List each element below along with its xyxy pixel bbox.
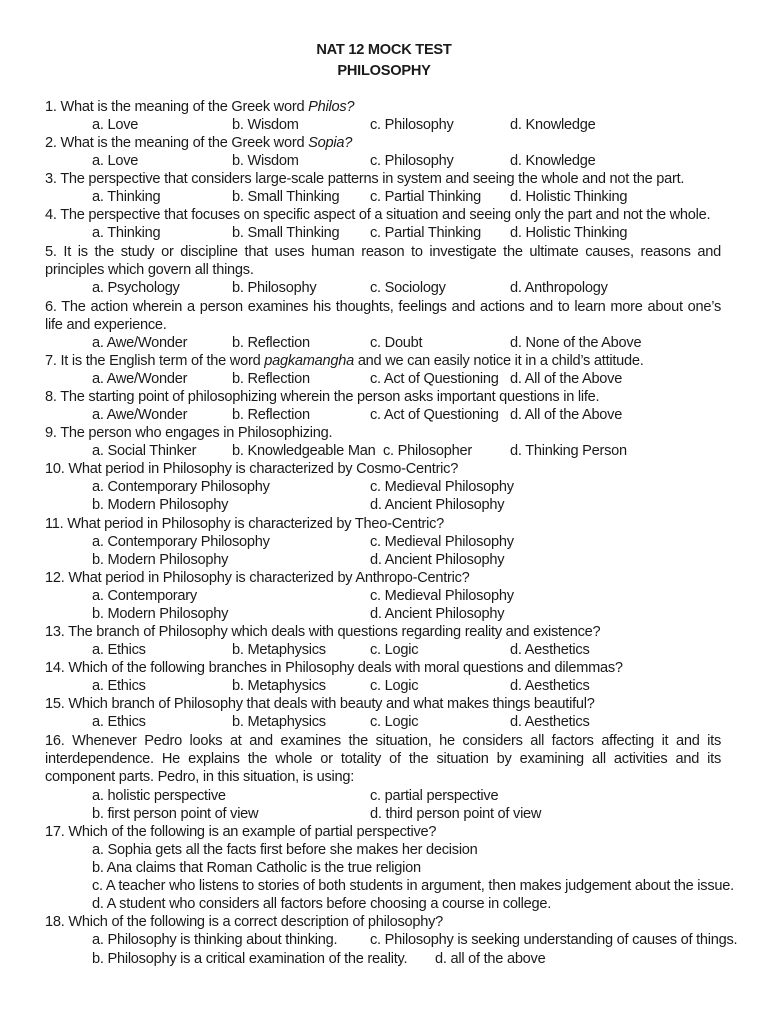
answer-option[interactable]: a. Love: [92, 117, 139, 133]
answer-option[interactable]: b. Modern Philosophy: [92, 552, 229, 568]
question-stem: 15. Which branch of Philosophy that deals with beauty and what makes things beautiful?: [45, 696, 595, 712]
answer-option[interactable]: d. Ancient Philosophy: [370, 497, 505, 513]
answer-row: [0, 713, 768, 731]
answer-option[interactable]: c. Logic: [370, 678, 419, 694]
answer-option[interactable]: b. Ana claims that Roman Catholic is the true religion: [92, 860, 421, 876]
answer-option[interactable]: a. Ethics: [92, 642, 146, 658]
answer-option[interactable]: c. Logic: [370, 714, 419, 730]
answer-option[interactable]: c. Logic: [370, 642, 419, 658]
answer-row: [0, 895, 768, 913]
answer-row: [0, 641, 768, 659]
answer-row: [0, 533, 768, 551]
answer-row: [0, 496, 768, 514]
answer-option[interactable]: b. Metaphysics: [232, 678, 326, 694]
answer-row: [0, 442, 768, 460]
answer-option[interactable]: a. Sophia gets all the facts first before she makes her decision: [92, 842, 478, 858]
answer-option[interactable]: c. Medieval Philosophy: [370, 588, 514, 604]
answer-row: [0, 841, 768, 859]
answer-option[interactable]: d. Thinking Person: [510, 443, 627, 459]
answer-option[interactable]: b. first person point of view: [92, 806, 259, 822]
answer-row: [0, 931, 768, 949]
answer-option[interactable]: a. Social Thinker: [92, 443, 197, 459]
answer-option[interactable]: a. Philosophy is thinking about thinking.: [92, 932, 338, 948]
answer-option[interactable]: a. Thinking: [92, 189, 161, 205]
answer-option[interactable]: d. Aesthetics: [510, 678, 590, 694]
answer-option[interactable]: a. Ethics: [92, 714, 146, 730]
answer-option[interactable]: b. Metaphysics: [232, 714, 326, 730]
answer-option[interactable]: c. Medieval Philosophy: [370, 479, 514, 495]
answer-option[interactable]: b. Modern Philosophy: [92, 606, 229, 622]
question-stem: 7. It is the English term of the word pagkamangha and we can easily notice it in a child’s attitude.: [45, 353, 644, 369]
answer-option[interactable]: a. Contemporary Philosophy: [92, 534, 270, 550]
test-subject: PHILOSOPHY: [337, 63, 431, 79]
answer-row: [0, 188, 768, 206]
question-stem: 2. What is the meaning of the Greek word Sopia?: [45, 135, 353, 151]
answer-row: [0, 370, 768, 388]
answer-option[interactable]: a. Psychology: [92, 280, 180, 296]
answer-row: [0, 859, 768, 877]
question-stem: 10. What period in Philosophy is characterized by Cosmo-Centric?: [45, 461, 459, 477]
answer-option[interactable]: b. Knowledgeable Man: [232, 443, 376, 459]
question-stem: 14. Which of the following branches in Philosophy deals with moral questions and dilemmas?: [45, 660, 623, 676]
answer-option[interactable]: d. Knowledge: [510, 153, 596, 169]
answer-option[interactable]: a. Contemporary Philosophy: [92, 479, 270, 495]
answer-option[interactable]: b. Wisdom: [232, 153, 299, 169]
answer-option[interactable]: c. A teacher who listens to stories of both students in argument, then makes judgement about the issue.: [92, 878, 734, 894]
answer-option[interactable]: d. Anthropology: [510, 280, 608, 296]
question-stem: 13. The branch of Philosophy which deals with questions regarding reality and existence?: [45, 624, 601, 640]
answer-row: [0, 224, 768, 242]
answer-option[interactable]: d. third person point of view: [370, 806, 542, 822]
answer-option[interactable]: d. Aesthetics: [510, 714, 590, 730]
answer-row: [0, 605, 768, 623]
answer-option[interactable]: d. A student who considers all factors before choosing a course in college.: [92, 896, 552, 912]
answer-option[interactable]: a. Ethics: [92, 678, 146, 694]
answer-row: [0, 152, 768, 170]
answer-option[interactable]: d. Ancient Philosophy: [370, 606, 505, 622]
answer-option[interactable]: a. Thinking: [92, 225, 161, 241]
question-stem: 5. It is the study or discipline that uses human reason to investigate the ultimate causes, reasons and principles which govern all things.: [45, 244, 721, 279]
answer-row: [0, 787, 768, 805]
answer-option[interactable]: a. Awe/Wonder: [92, 335, 188, 351]
answer-option[interactable]: d. Ancient Philosophy: [370, 552, 505, 568]
answer-option[interactable]: c. Act of Questioning: [370, 371, 499, 387]
answer-option[interactable]: a. Awe/Wonder: [92, 407, 188, 423]
answer-row: [0, 877, 768, 895]
question-stem: 18. Which of the following is a correct description of philosophy?: [45, 914, 444, 930]
answer-row: [0, 805, 768, 823]
answer-option[interactable]: b. Wisdom: [232, 117, 299, 133]
answer-row: [0, 587, 768, 605]
answer-row: [0, 950, 768, 968]
answer-option[interactable]: a. Contemporary: [92, 588, 197, 604]
answer-row: [0, 551, 768, 569]
answer-option[interactable]: c. Sociology: [370, 280, 446, 296]
answer-option[interactable]: c. partial perspective: [370, 788, 499, 804]
answer-option[interactable]: c. Philosophy: [370, 153, 454, 169]
answer-option[interactable]: c. Philosophy is seeking understanding of causes of things.: [370, 932, 738, 948]
answer-option[interactable]: b. Reflection: [232, 335, 310, 351]
answer-option[interactable]: a. Love: [92, 153, 139, 169]
answer-option[interactable]: d. Holistic Thinking: [510, 225, 628, 241]
answer-row: [0, 406, 768, 424]
answer-option[interactable]: d. Aesthetics: [510, 642, 590, 658]
answer-option[interactable]: a. holistic perspective: [92, 788, 226, 804]
answer-option[interactable]: b. Reflection: [232, 407, 310, 423]
answer-row: [0, 677, 768, 695]
answer-option[interactable]: b. Philosophy is a critical examination of the reality.: [92, 951, 408, 967]
question-stem: 12. What period in Philosophy is characterized by Anthropo-Centric?: [45, 570, 470, 586]
answer-row: [0, 116, 768, 134]
answer-row: [0, 334, 768, 352]
answer-option[interactable]: c. Partial Thinking: [370, 189, 481, 205]
question-stem: 16. Whenever Pedro looks at and examines the situation, he considers all factors affecting it and its interdependence. He explains the whole or totality of the situation by examining all activities and its component parts. Pedro, in this situation, is using:: [45, 733, 721, 786]
answer-option[interactable]: c. Philosophy: [370, 117, 454, 133]
answer-row: [0, 478, 768, 496]
answer-option[interactable]: c. Act of Questioning: [370, 407, 499, 423]
test-title: NAT 12 MOCK TEST: [316, 42, 452, 58]
answer-option[interactable]: d. All of the Above: [510, 371, 623, 387]
answer-option[interactable]: c. Philosopher: [383, 443, 472, 459]
answer-option[interactable]: d. None of the Above: [510, 335, 642, 351]
answer-option[interactable]: b. Metaphysics: [232, 642, 326, 658]
question-stem: 1. What is the meaning of the Greek word Philos?: [45, 99, 355, 115]
question-stem: 3. The perspective that considers large-scale patterns in system and seeing the whole and not the part.: [45, 171, 685, 187]
answer-option[interactable]: b. Reflection: [232, 371, 310, 387]
answer-option[interactable]: c. Doubt: [370, 335, 423, 351]
question-stem: 6. The action wherein a person examines his thoughts, feelings and actions and to learn more about one’s life and experience.: [45, 299, 721, 334]
answer-option[interactable]: a. Awe/Wonder: [92, 371, 188, 387]
answer-option[interactable]: b. Philosophy: [232, 280, 317, 296]
answer-option[interactable]: c. Partial Thinking: [370, 225, 481, 241]
answer-option[interactable]: d. Knowledge: [510, 117, 596, 133]
answer-option[interactable]: d. all of the above: [435, 951, 546, 967]
question-stem: 4. The perspective that focuses on specific aspect of a situation and seeing only the part and not the whole.: [45, 207, 711, 223]
answer-option[interactable]: b. Modern Philosophy: [92, 497, 229, 513]
answer-option[interactable]: b. Small Thinking: [232, 189, 340, 205]
answer-option[interactable]: b. Small Thinking: [232, 225, 340, 241]
answer-option[interactable]: c. Medieval Philosophy: [370, 534, 514, 550]
answer-option[interactable]: d. Holistic Thinking: [510, 189, 628, 205]
question-stem: 17. Which of the following is an example of partial perspective?: [45, 824, 437, 840]
answer-row: [0, 279, 768, 297]
answer-option[interactable]: d. All of the Above: [510, 407, 623, 423]
question-stem: 9. The person who engages in Philosophizing.: [45, 425, 333, 441]
question-stem: 11. What period in Philosophy is characterized by Theo-Centric?: [45, 516, 445, 532]
question-stem: 8. The starting point of philosophizing wherein the person asks important questions in life.: [45, 389, 600, 405]
